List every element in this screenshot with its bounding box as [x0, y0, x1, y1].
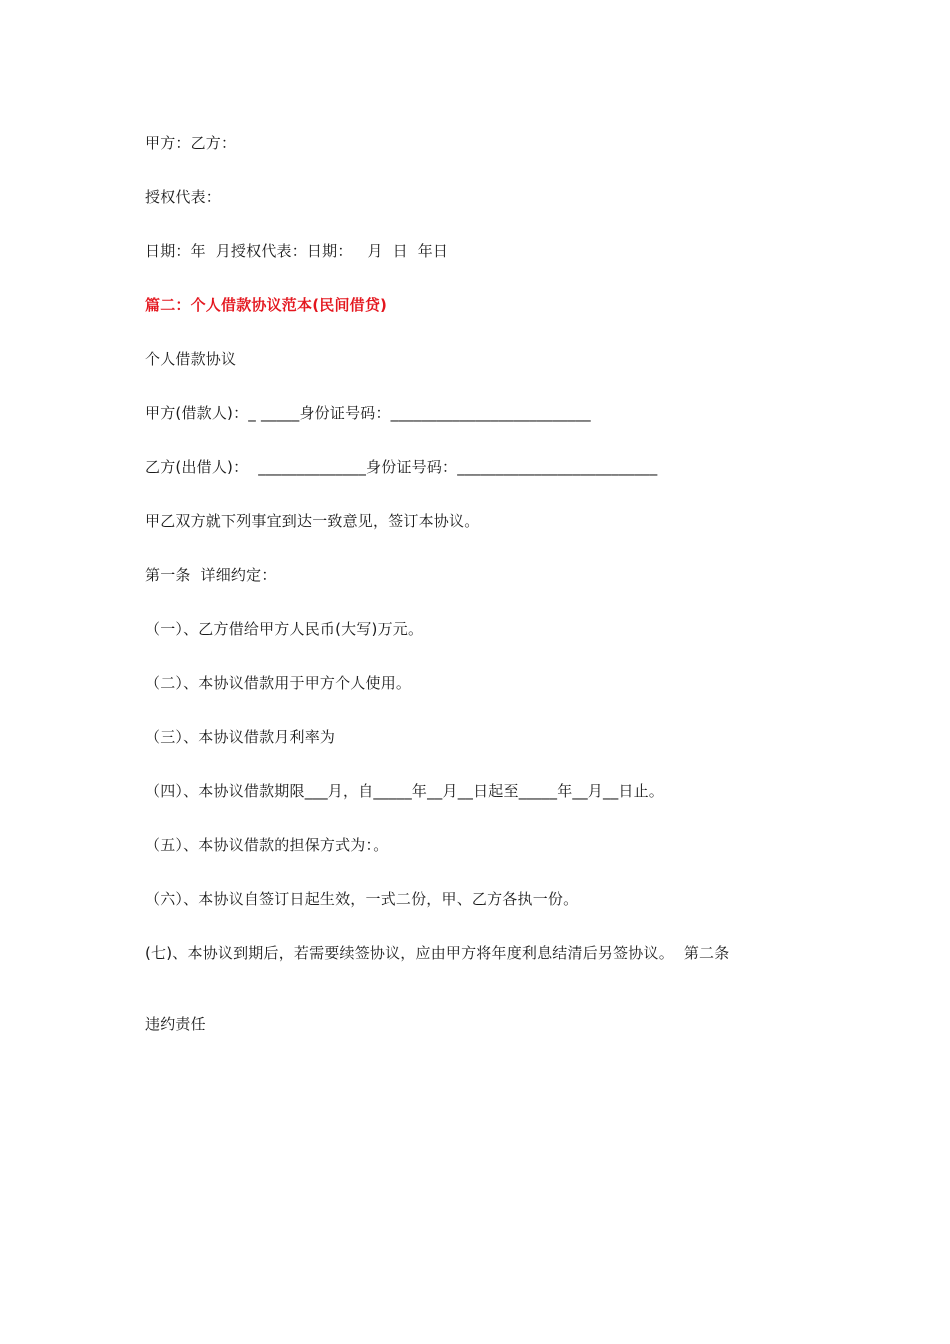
clause-7: (七)、本协议到期后，若需要续签协议，应由甲方将年度利息结清后另签协议。 第二条 [145, 944, 730, 962]
borrower-line: 甲方(借款人)：_ _____身份证号码：__________________________ [145, 404, 591, 422]
clause-6: （六）、本协议自签订日起生效，一式二份，甲、乙方各执一份。 [145, 890, 579, 908]
clause-1: （一）、乙方借给甲方人民币(大写)万元。 [145, 620, 424, 638]
date-line: 日期：年 月授权代表：日期： 月 日 年日 [145, 242, 449, 260]
breach-liability-heading: 违约责任 [145, 1015, 206, 1033]
clause-4: （四）、本协议借款期限___月，自_____年__月__日起至_____年__月__日止。 [145, 782, 665, 800]
lender-line: 乙方(出借人)： ______________身份证号码：__________________________ [145, 458, 658, 476]
section-heading: 篇二：个人借款协议范本(民间借贷) [145, 296, 388, 314]
consensus-line: 甲乙双方就下列事宜到达一致意见，签订本协议。 [145, 512, 480, 530]
clause-2: （二）、本协议借款用于甲方个人使用。 [145, 674, 412, 692]
clause-5: （五）、本协议借款的担保方式为：。 [145, 836, 389, 854]
party-line: 甲方：乙方： [145, 134, 237, 152]
clause-3: （三）、本协议借款月利率为 [145, 728, 336, 746]
authorized-rep-line: 授权代表： [145, 188, 222, 206]
agreement-title: 个人借款协议 [145, 350, 237, 368]
article-one-heading: 第一条 详细约定： [145, 566, 277, 584]
